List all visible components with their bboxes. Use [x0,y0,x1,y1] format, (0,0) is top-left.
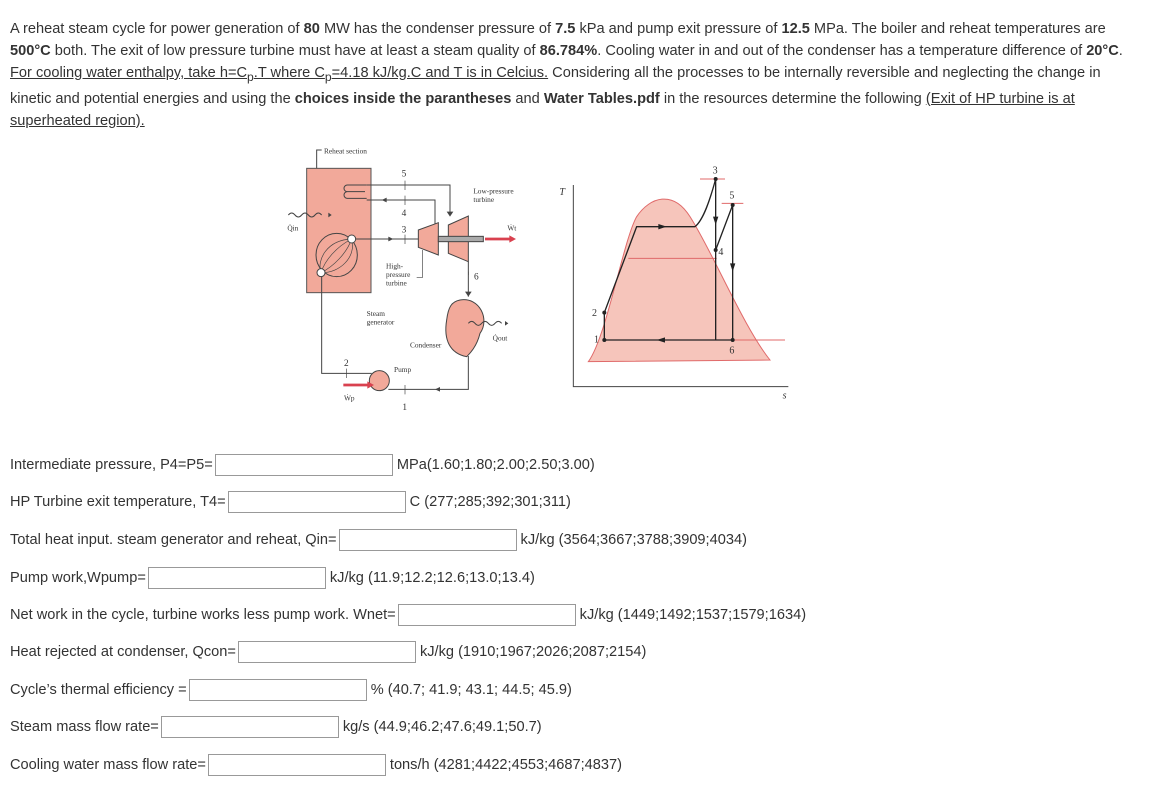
question-net-work [10,603,806,627]
question-hp-exit-temperature [10,490,571,514]
state-5: 5 [401,169,407,180]
lp-turbine-label: turbine [473,195,495,204]
hp-turbine [418,223,438,255]
question-heat-rejected [10,640,646,664]
cooling-water-note [10,65,549,84]
answer-choices: % (40.7; 41.9; 43.1; 44.5; 45.9) [370,682,572,698]
text: Considering all the processes to be internally reversible and neglecting the change in kinetic and potential energies and using the [10,65,1101,107]
turbine-work-label: Ẇt [507,223,517,233]
text: .T where C [253,65,325,81]
question-label: Heat rejected at condenser, Qcon= [10,644,236,660]
text: . Cooling water in and out of the condenser has a temperature difference of [597,43,1087,59]
text: p [324,69,332,84]
ts-state-4: 4 [718,247,724,258]
question-label: Pump work,Wpump= [10,570,146,586]
reheat-section-label: Reheat section [324,146,367,156]
steam-generator-label: generator [366,317,395,327]
text: MW has the condenser pressure of [319,21,556,37]
question-thermal-efficiency [10,678,572,702]
heat-out-label: Q̇out [492,333,508,343]
temperature: 500°C [10,43,51,59]
ts-diagram [559,165,788,401]
water-tables-reference: Water Tables.pdf [543,90,660,107]
text: For cooling water enthalpy, take h=C [10,65,248,81]
temperature-difference: 20°C [1086,43,1119,59]
question-pump-work [10,566,535,590]
cooling-water-flow-input[interactable] [208,754,386,776]
text: p [247,69,254,84]
answer-choices: kJ/kg (11.9;12.2;12.6;13.0;13.4) [329,570,535,586]
answer-choices: C (277;285;392;301;311) [409,494,571,510]
question-steam-mass-flow [10,715,542,739]
problem-statement [10,18,1140,132]
intermediate-pressure-input[interactable] [215,454,393,476]
answer-choices: kJ/kg (3564;3667;3788;3909;4034) [520,532,747,548]
answer-choices: tons/h (4281;4422;4553;4687;4837) [389,757,622,773]
question-heat-input [10,528,747,552]
state-6: 6 [474,272,479,283]
condenser-pressure: 7.5 [555,21,576,37]
text: A reheat steam cycle for power generation of [10,21,304,37]
text: and [511,90,544,107]
question-label: Steam mass flow rate= [10,719,159,735]
net-work-input[interactable] [398,604,576,626]
t-axis-label: T [559,187,565,198]
text: kPa and pump exit pressure of [575,21,782,37]
hp-turbine-label: pressure [386,270,411,279]
steam-mass-flow-input[interactable] [161,716,339,738]
heat-rejected-input[interactable] [238,641,416,663]
state-2: 2 [344,359,349,369]
question-label: HP Turbine exit temperature, T4= [10,494,226,510]
text: both. The exit of low pressure turbine must have at least a steam quality of [50,43,540,59]
quality: 86.784% [539,43,598,59]
answer-choices: kg/s (44.9;46.2;47.6;49.1;50.7) [342,719,542,735]
question-label: Total heat input. steam generator and reheat, Qin= [10,532,337,548]
lp-turbine-label: Low-pressure [473,186,514,196]
question-label: Intermediate pressure, P4=P5= [10,457,213,473]
hp-turbine-label: High- [386,261,404,271]
ts-state-6: 6 [729,345,735,357]
question-intermediate-pressure [10,453,595,477]
text: . [1118,43,1123,59]
question-cooling-water-flow [10,753,622,777]
power-value: 80 [303,21,320,37]
question-label: Cooling water mass flow rate= [10,757,206,773]
answer-choices: kJ/kg (1910;1967;2026;2087;2154) [419,644,647,660]
pump-work-label: Ẇp [344,393,355,403]
condenser [446,300,484,357]
question-label: Net work in the cycle, turbine works less pump work. Wnet= [10,607,396,623]
pump-label: Pump [394,365,412,374]
question-label: Cycle’s thermal efficiency = [10,682,187,698]
thermal-efficiency-input[interactable] [189,679,367,701]
state-1: 1 [402,403,408,413]
state-4: 4 [401,209,407,219]
text: choices inside the parantheses [294,90,512,107]
answer-choices: MPa(1.60;1.80;2.00;2.50;3.00) [396,457,595,473]
hp-exit-note: (Exit of HP turbine is at superheated region). [10,90,1075,129]
pump-work-input[interactable] [148,567,326,589]
state-3: 3 [401,225,407,236]
reheat-cycle-diagram [270,140,850,420]
steam-generator-label: Steam [366,309,385,318]
heat-in-label: Q̇in [287,223,299,233]
pump-pressure: 12.5 [781,21,810,37]
condenser-label: Condenser [410,340,442,350]
shaft [438,236,483,241]
pump [369,371,389,391]
ts-state-3: 3 [712,165,718,177]
ts-state-1: 1 [594,334,599,346]
hp-turbine-label: turbine [386,278,407,288]
answer-choices: kJ/kg (1449;1492;1537;1579;1634) [579,607,807,623]
ts-state-2: 2 [592,308,597,319]
ts-state-5: 5 [729,190,735,202]
text: =4.18 kJ/kg.C and T is in Celcius. [331,65,549,81]
heat-input-input[interactable] [339,529,517,551]
hp-exit-temperature-input[interactable] [228,491,406,513]
s-axis-label: s [782,390,787,402]
text: MPa. The boiler and reheat temperatures are [809,21,1106,37]
text: in the resources determine the following [659,90,926,107]
